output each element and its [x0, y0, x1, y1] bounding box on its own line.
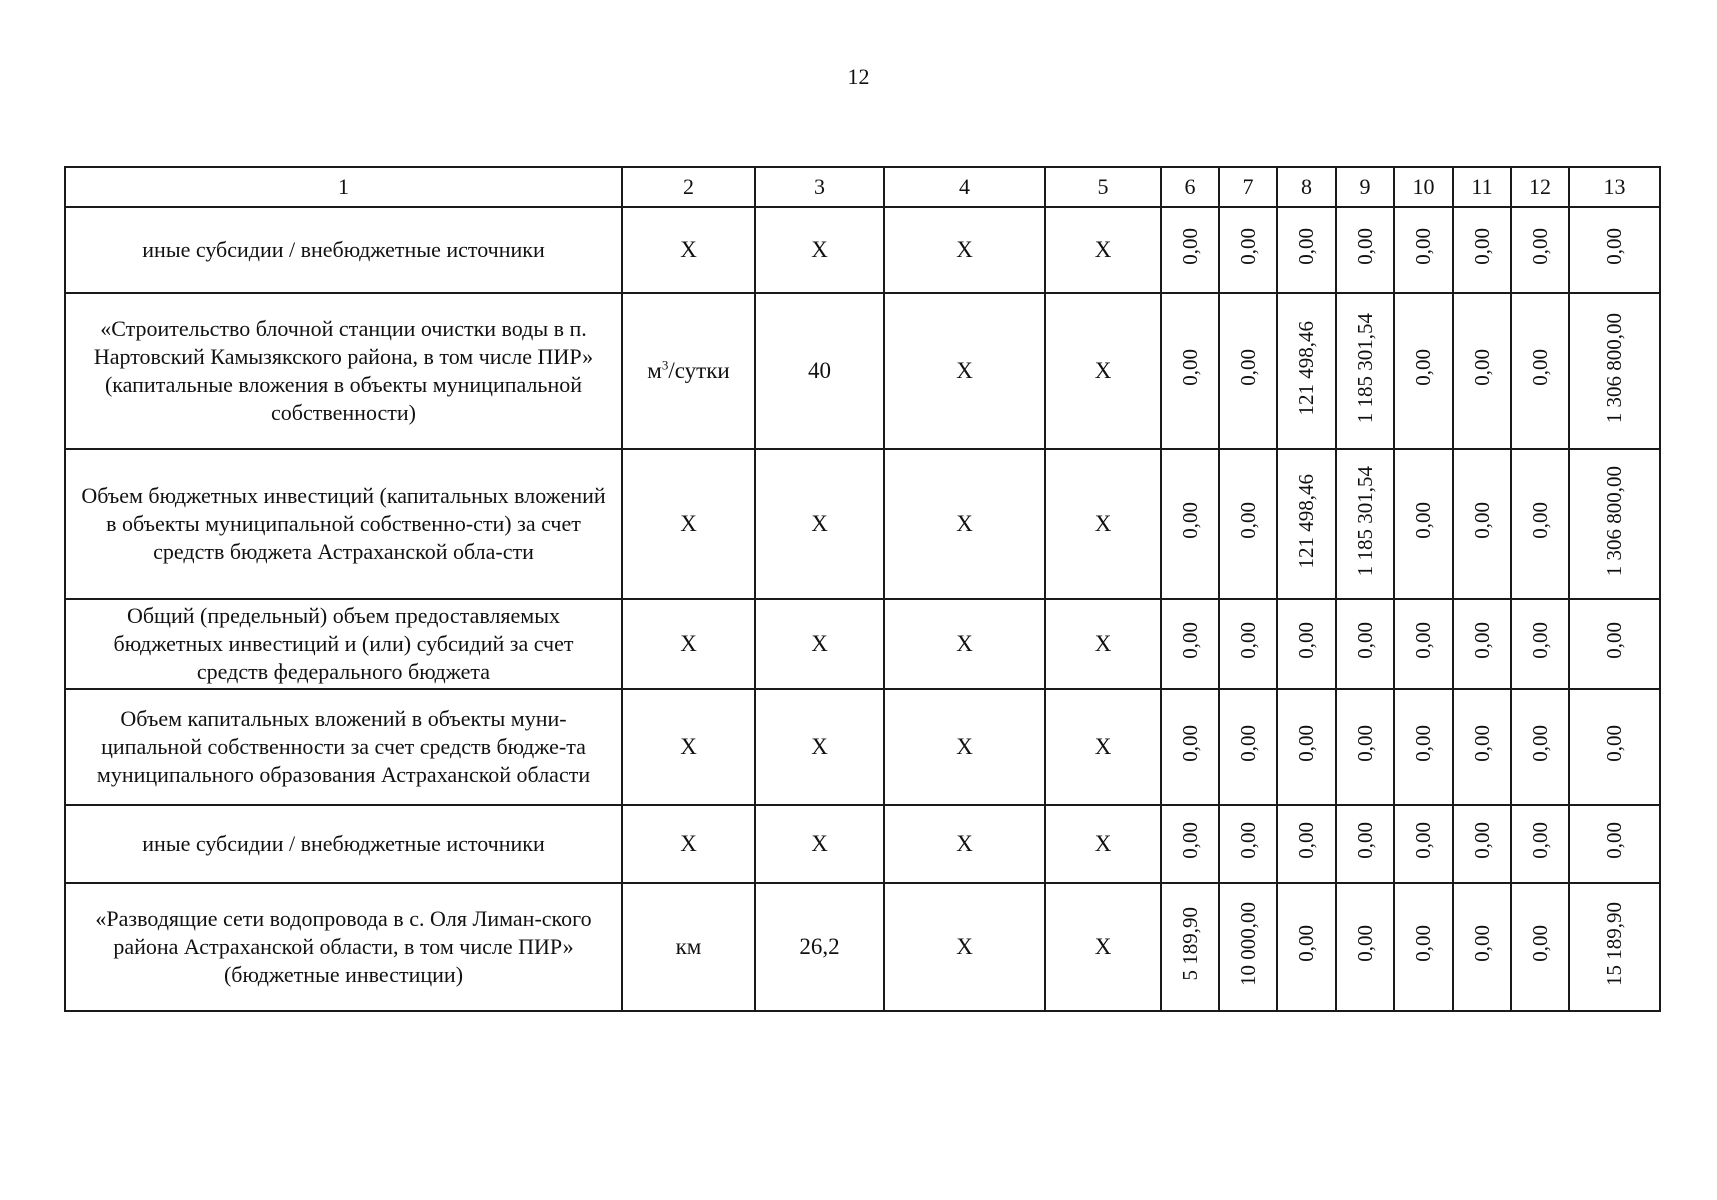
value-text: 0,00 [1235, 228, 1260, 266]
value-cell [1394, 293, 1453, 449]
value-text: 0,00 [1469, 622, 1494, 660]
row-name: Объем капитальных вложений в объекты муни-ципальной собственности за счет средств бюдже-та муниципального образования Астраханской области [65, 689, 622, 805]
value-text: 0,00 [1469, 502, 1494, 540]
column-4-cell: X [884, 805, 1045, 883]
value-text: 1 185 301,54 [1352, 312, 1377, 423]
value-text: 0,00 [1527, 822, 1552, 860]
value-text: 0,00 [1469, 228, 1494, 266]
unit-cell: X [622, 689, 755, 805]
value-text: 0,00 [1235, 725, 1260, 763]
value-cell [1453, 449, 1511, 599]
column-5-cell: X [1045, 449, 1161, 599]
value-text: 0,00 [1177, 822, 1202, 860]
page-number: 12 [847, 64, 870, 89]
value-cell [1453, 599, 1511, 689]
value-cell [1161, 293, 1219, 449]
value-cell [1277, 689, 1336, 805]
value-text: 0,00 [1294, 725, 1318, 763]
header-cell: 13 [1569, 167, 1660, 207]
value-text: 0,00 [1527, 228, 1552, 266]
value-cell [1453, 293, 1511, 449]
header-cell: 6 [1161, 167, 1219, 207]
capacity-cell: X [755, 805, 884, 883]
capacity-cell: X [755, 449, 884, 599]
value-text: 0,00 [1527, 622, 1552, 660]
value-text: 0,00 [1602, 228, 1626, 266]
value-cell [1569, 449, 1660, 599]
value-cell [1277, 883, 1336, 1011]
table-row [65, 293, 1660, 449]
value-text: 0,00 [1411, 822, 1435, 860]
value-cell [1569, 883, 1660, 1011]
column-4-cell: X [884, 449, 1045, 599]
row-name: Объем бюджетных инвестиций (капитальных вложений в объекты муниципальной собственно-сти) за счет средств бюджета Астраханской обла-сти [65, 449, 622, 599]
value-cell [1336, 883, 1394, 1011]
table-row [65, 449, 1660, 599]
value-text: 0,00 [1235, 349, 1260, 387]
value-text: 0,00 [1602, 622, 1626, 660]
value-text: 0,00 [1411, 228, 1435, 266]
value-text: 0,00 [1527, 925, 1552, 963]
value-text: 1 185 301,54 [1352, 465, 1377, 576]
value-cell [1277, 293, 1336, 449]
value-cell [1161, 883, 1219, 1011]
unit-cell: X [622, 805, 755, 883]
value-cell [1394, 449, 1453, 599]
table-row [65, 883, 1660, 1011]
value-cell [1453, 805, 1511, 883]
unit-cell: км [622, 883, 755, 1011]
header-cell: 10 [1394, 167, 1453, 207]
value-cell [1511, 207, 1569, 293]
value-cell [1161, 207, 1219, 293]
value-cell [1219, 689, 1277, 805]
value-cell [1336, 689, 1394, 805]
value-cell [1453, 689, 1511, 805]
value-text: 0,00 [1294, 822, 1318, 860]
value-text: 0,00 [1177, 725, 1202, 763]
capacity-cell: X [755, 599, 884, 689]
value-cell [1219, 207, 1277, 293]
value-text: 1 306 800,00 [1602, 312, 1626, 423]
value-cell [1336, 207, 1394, 293]
value-text: 0,00 [1177, 622, 1202, 660]
value-cell [1161, 599, 1219, 689]
value-text: 0,00 [1177, 349, 1202, 387]
row-name: Общий (предельный) объем предоставляемых бюджетных инвестиций и (или) субсидий за счет средств федерального бюджета [65, 599, 622, 689]
column-4-cell: X [884, 883, 1045, 1011]
value-text: 0,00 [1352, 925, 1377, 963]
header-cell: 12 [1511, 167, 1569, 207]
header-cell: 3 [755, 167, 884, 207]
value-text: 0,00 [1411, 622, 1435, 660]
table-row [65, 599, 1660, 689]
header-cell: 1 [65, 167, 622, 207]
header-cell: 2 [622, 167, 755, 207]
value-cell [1394, 599, 1453, 689]
unit-rest: /сутки [668, 357, 730, 383]
value-cell [1569, 599, 1660, 689]
column-5-cell: X [1045, 599, 1161, 689]
value-cell [1161, 449, 1219, 599]
value-text: 0,00 [1235, 622, 1260, 660]
row-name: иные субсидии / внебюджетные источники [65, 805, 622, 883]
table-row [65, 689, 1660, 805]
column-4-cell: X [884, 599, 1045, 689]
table-header-row [65, 167, 1660, 207]
capacity-cell: 40 [755, 293, 884, 449]
value-text: 10 000,00 [1235, 901, 1260, 986]
value-cell [1511, 599, 1569, 689]
value-text: 0,00 [1527, 349, 1552, 387]
value-text: 0,00 [1352, 622, 1377, 660]
value-text: 0,00 [1235, 502, 1260, 540]
value-text: 0,00 [1469, 725, 1494, 763]
value-text: 0,00 [1352, 725, 1377, 763]
value-cell [1219, 805, 1277, 883]
value-cell [1511, 293, 1569, 449]
value-cell [1511, 449, 1569, 599]
header-cell: 7 [1219, 167, 1277, 207]
value-text: 0,00 [1294, 228, 1318, 266]
value-text: 0,00 [1177, 502, 1202, 540]
value-text: 0,00 [1527, 725, 1552, 763]
value-text: 0,00 [1411, 349, 1435, 387]
value-cell [1569, 805, 1660, 883]
header-cell: 9 [1336, 167, 1394, 207]
column-5-cell: X [1045, 805, 1161, 883]
value-text: 5 189,90 [1177, 907, 1202, 981]
value-text: 0,00 [1469, 925, 1494, 963]
value-text: 0,00 [1469, 822, 1494, 860]
header-cell: 5 [1045, 167, 1161, 207]
value-text: 0,00 [1294, 925, 1318, 963]
row-name: «Строительство блочной станции очистки воды в п. Нартовский Камызякского района, в том числе ПИР» (капитальные вложения в объекты муниципальной собственности) [65, 293, 622, 449]
value-cell [1277, 805, 1336, 883]
budget-table [64, 166, 1661, 1012]
value-cell [1219, 449, 1277, 599]
capacity-cell: X [755, 207, 884, 293]
row-name: «Разводящие сети водопровода в с. Оля Лиман-ского района Астраханской области, в том числе ПИР» (бюджетные инвестиции) [65, 883, 622, 1011]
value-cell [1394, 883, 1453, 1011]
value-text: 121 498,46 [1294, 473, 1318, 568]
unit-cell [622, 293, 755, 449]
value-cell [1277, 207, 1336, 293]
value-cell [1453, 883, 1511, 1011]
column-4-cell: X [884, 207, 1045, 293]
value-text: 0,00 [1411, 502, 1435, 540]
value-text: 0,00 [1235, 822, 1260, 860]
value-cell [1161, 689, 1219, 805]
value-text: 0,00 [1527, 502, 1552, 540]
value-cell [1161, 805, 1219, 883]
unit-cell: X [622, 599, 755, 689]
table-row [65, 207, 1660, 293]
unit-superscript: 3 [661, 356, 669, 372]
value-text: 0,00 [1294, 622, 1318, 660]
value-cell [1277, 599, 1336, 689]
value-cell [1219, 599, 1277, 689]
value-cell [1394, 207, 1453, 293]
value-cell [1511, 689, 1569, 805]
column-5-cell: X [1045, 689, 1161, 805]
value-text: 0,00 [1602, 822, 1626, 860]
header-cell: 8 [1277, 167, 1336, 207]
column-5-cell: X [1045, 883, 1161, 1011]
value-cell [1394, 805, 1453, 883]
header-cell: 4 [884, 167, 1045, 207]
value-cell [1336, 805, 1394, 883]
value-cell [1336, 449, 1394, 599]
column-4-cell: X [884, 293, 1045, 449]
value-text: 15 189,90 [1602, 901, 1626, 986]
value-text: 0,00 [1177, 228, 1202, 266]
value-text: 1 306 800,00 [1602, 465, 1626, 576]
value-cell [1569, 207, 1660, 293]
row-name: иные субсидии / внебюджетные источники [65, 207, 622, 293]
value-text: 0,00 [1411, 925, 1435, 963]
value-cell [1277, 449, 1336, 599]
header-cell: 11 [1453, 167, 1511, 207]
table-row [65, 805, 1660, 883]
value-cell [1336, 293, 1394, 449]
capacity-cell: X [755, 689, 884, 805]
value-text: 0,00 [1411, 725, 1435, 763]
value-cell [1569, 293, 1660, 449]
value-text: 121 498,46 [1294, 320, 1318, 415]
value-cell [1336, 599, 1394, 689]
value-text: 0,00 [1352, 822, 1377, 860]
value-text: 0,00 [1602, 725, 1626, 763]
value-cell [1569, 689, 1660, 805]
unit-base: м [647, 357, 662, 383]
value-cell [1511, 883, 1569, 1011]
capacity-cell: 26,2 [755, 883, 884, 1011]
value-cell [1219, 883, 1277, 1011]
value-text: 0,00 [1469, 349, 1494, 387]
unit-cell: X [622, 207, 755, 293]
unit-cell: X [622, 449, 755, 599]
value-cell [1453, 207, 1511, 293]
value-cell [1219, 293, 1277, 449]
column-4-cell: X [884, 689, 1045, 805]
value-cell [1394, 689, 1453, 805]
column-5-cell: X [1045, 293, 1161, 449]
value-cell [1511, 805, 1569, 883]
column-5-cell: X [1045, 207, 1161, 293]
value-text: 0,00 [1352, 228, 1377, 266]
